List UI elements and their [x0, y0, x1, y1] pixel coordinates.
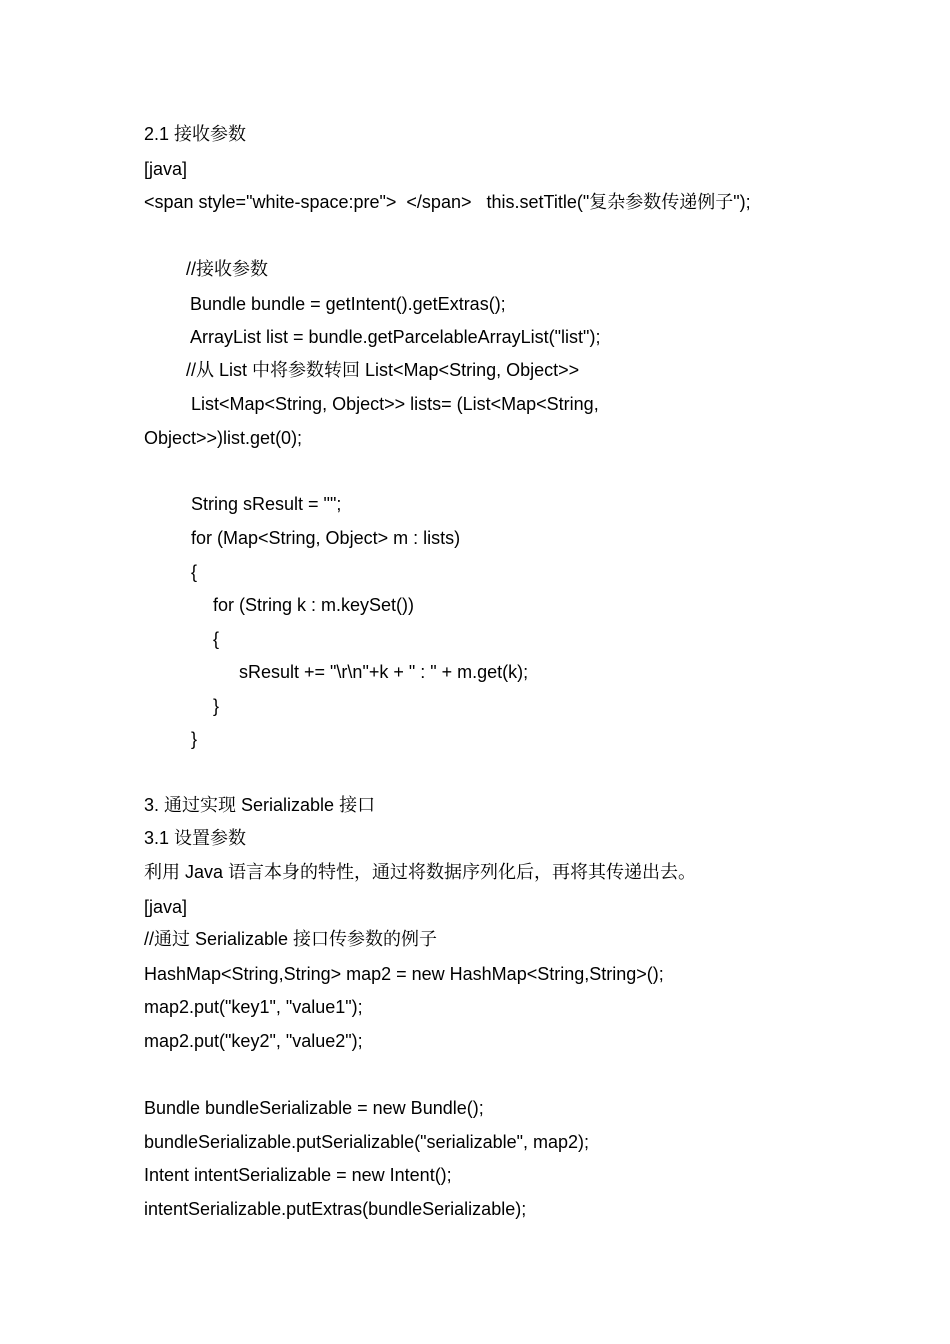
- section-heading-3-1: 3.1 设置参数: [144, 828, 247, 848]
- code-brace: {: [191, 562, 198, 582]
- code-comment: //从 List 中将参数转回 List<Map<String, Object>>: [186, 360, 580, 380]
- code-brace: }: [213, 696, 220, 716]
- code-line: <span style="white-space:pre"> </span> this.setTitle("复杂参数传递例子");: [144, 192, 751, 212]
- code-line: bundleSerializable.putSerializable("serializable", map2);: [144, 1132, 590, 1152]
- code-line: HashMap<String,String> map2 = new HashMap<String,String>();: [144, 964, 664, 984]
- code-line: for (Map<String, Object> m : lists): [191, 528, 461, 548]
- code-line: Bundle bundleSerializable = new Bundle();: [144, 1098, 484, 1118]
- code-language-tag: [java]: [144, 159, 188, 179]
- code-comment: //通过 Serializable 接口传参数的例子: [144, 929, 438, 949]
- code-comment: //接收参数: [186, 259, 269, 279]
- section-heading-3: 3. 通过实现 Serializable 接口: [144, 795, 376, 815]
- code-line: String sResult = "";: [191, 494, 342, 514]
- code-line: Object>>)list.get(0);: [144, 428, 303, 448]
- code-line: List<Map<String, Object>> lists= (List<Map<String,: [191, 394, 599, 414]
- code-brace: {: [213, 629, 220, 649]
- code-line: map2.put("key2", "value2");: [144, 1031, 363, 1051]
- paragraph: 利用 Java 语言本身的特性，通过将数据序列化后，再将其传递出去。: [144, 862, 697, 882]
- code-line: sResult += "\r\n"+k + " : " + m.get(k);: [239, 662, 529, 682]
- code-line: ArrayList list = bundle.getParcelableArrayList("list");: [190, 327, 601, 347]
- code-line: Bundle bundle = getIntent().getExtras();: [190, 294, 506, 314]
- section-heading-2-1: 2.1 接收参数: [144, 124, 247, 144]
- code-line: Intent intentSerializable = new Intent();: [144, 1165, 452, 1185]
- code-brace: }: [191, 729, 198, 749]
- code-line: for (String k : m.keySet()): [213, 595, 415, 615]
- code-line: map2.put("key1", "value1");: [144, 997, 363, 1017]
- code-language-tag: [java]: [144, 897, 188, 917]
- code-line: intentSerializable.putExtras(bundleSerializable);: [144, 1199, 527, 1219]
